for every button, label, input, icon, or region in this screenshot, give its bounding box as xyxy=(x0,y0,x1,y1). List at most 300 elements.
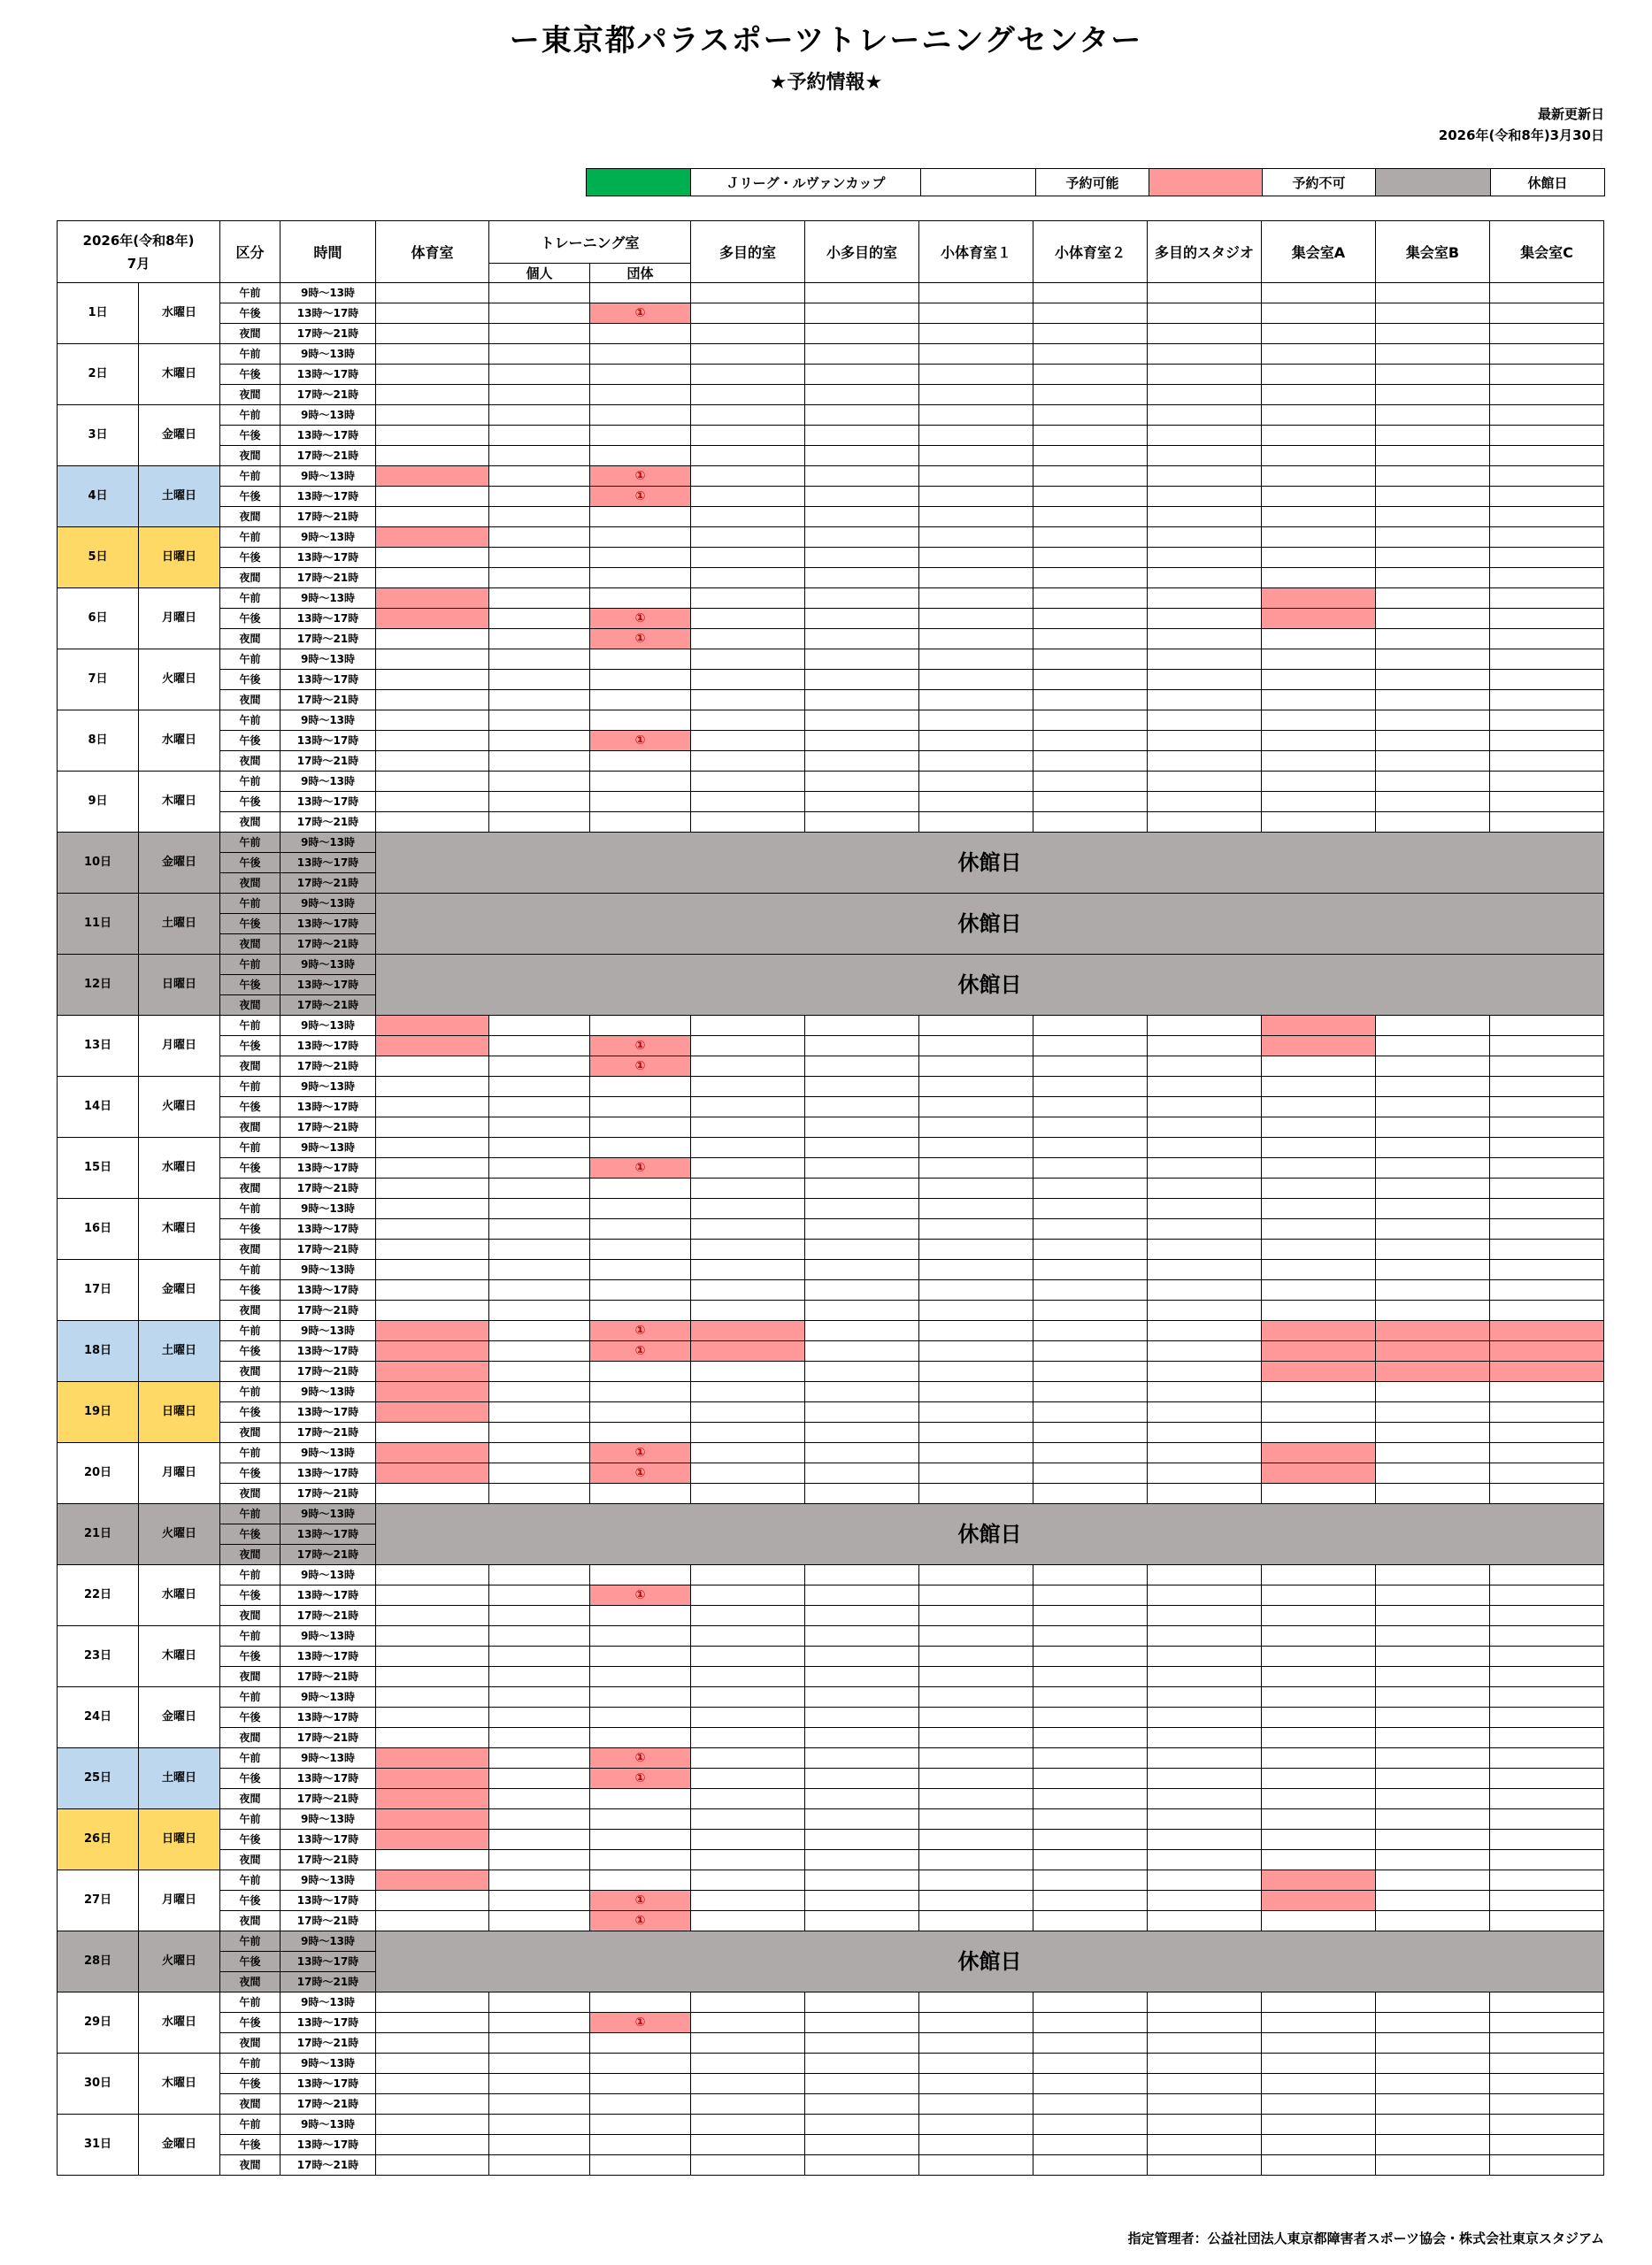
slot-cell-sgym2 xyxy=(1033,1484,1148,1504)
slot-cell-mtgC xyxy=(1490,1728,1604,1748)
slot-cell-smulti xyxy=(805,1260,919,1280)
slot-cell-sgym2 xyxy=(1033,1362,1148,1382)
slot-cell-tr_grp xyxy=(590,588,691,609)
slot-cell-mtgC xyxy=(1490,670,1604,690)
slot-cell-multi xyxy=(691,365,805,385)
slot-cell-tr_grp xyxy=(590,527,691,548)
time-cell: 17時～21時 xyxy=(280,995,376,1016)
slot-cell-studio xyxy=(1148,1423,1262,1443)
slot-cell-mtgA xyxy=(1262,1341,1376,1362)
time-cell: 9時～13時 xyxy=(280,772,376,792)
table-row xyxy=(58,1850,1604,1870)
period-cell: 午後 xyxy=(220,792,280,812)
slot-cell-sgym1 xyxy=(919,1240,1033,1260)
slot-cell-smulti xyxy=(805,1036,919,1056)
slot-cell-mtgB xyxy=(1376,751,1490,772)
slot-cell-mtgC xyxy=(1490,1382,1604,1402)
slot-cell-mtgB xyxy=(1376,1280,1490,1301)
slot-cell-gym xyxy=(376,1179,489,1199)
slot-cell-mtgA xyxy=(1262,1179,1376,1199)
slot-cell-mtgA xyxy=(1262,568,1376,588)
slot-cell-sgym2 xyxy=(1033,1117,1148,1138)
slot-cell-tr_grp xyxy=(590,2135,691,2155)
slot-cell-mtgB xyxy=(1376,1016,1490,1036)
time-cell: 17時～21時 xyxy=(280,751,376,772)
slot-cell-sgym1 xyxy=(919,1036,1033,1056)
table-row xyxy=(58,649,1604,670)
slot-cell-sgym1 xyxy=(919,1179,1033,1199)
table-row xyxy=(58,385,1604,405)
slot-cell-smulti xyxy=(805,1850,919,1870)
day-cell: 17日 xyxy=(58,1260,139,1321)
slot-cell-smulti xyxy=(805,1138,919,1158)
time-cell: 17時～21時 xyxy=(280,1606,376,1626)
slot-cell-mtgC xyxy=(1490,1463,1604,1484)
slot-cell-multi xyxy=(691,1708,805,1728)
slot-cell-mtgA xyxy=(1262,1138,1376,1158)
slot-cell-tr_ind xyxy=(489,1056,590,1077)
slot-cell-mtgB xyxy=(1376,405,1490,426)
slot-cell-tr_ind xyxy=(489,1179,590,1199)
slot-cell-smulti xyxy=(805,1606,919,1626)
slot-cell-mtgC xyxy=(1490,385,1604,405)
table-row xyxy=(58,1260,1604,1280)
time-cell: 9時～13時 xyxy=(280,344,376,365)
last-updated-date: 2026年(令和8年)3月30日 xyxy=(1438,127,1604,143)
period-cell: 午後 xyxy=(220,426,280,446)
table-row xyxy=(58,1992,1604,2013)
slot-cell-mtgB xyxy=(1376,1463,1490,1484)
weekday-cell: 日曜日 xyxy=(139,527,220,588)
period-cell: 夜間 xyxy=(220,1606,280,1626)
table-row xyxy=(58,1443,1604,1463)
slot-cell-multi xyxy=(691,1423,805,1443)
slot-cell-mtgA xyxy=(1262,1117,1376,1138)
period-cell: 午前 xyxy=(220,649,280,670)
weekday-cell: 木曜日 xyxy=(139,344,220,405)
slot-cell-multi xyxy=(691,2013,805,2033)
slot-cell-sgym2 xyxy=(1033,2155,1148,2176)
slot-cell-mtgC xyxy=(1490,426,1604,446)
slot-cell-mtgB xyxy=(1376,670,1490,690)
slot-cell-multi xyxy=(691,2135,805,2155)
slot-cell-mtgB xyxy=(1376,1626,1490,1647)
table-row xyxy=(58,1891,1604,1911)
slot-cell-tr_grp xyxy=(590,772,691,792)
slot-cell-tr_grp xyxy=(590,1260,691,1280)
slot-cell-sgym2 xyxy=(1033,812,1148,833)
period-cell: 夜間 xyxy=(220,1911,280,1931)
period-cell: 午後 xyxy=(220,1036,280,1056)
room-header-meeting-a: 集会室A xyxy=(1262,221,1376,283)
slot-cell-tr_grp xyxy=(590,1280,691,1301)
period-cell: 午前 xyxy=(220,527,280,548)
weekday-cell: 金曜日 xyxy=(139,2115,220,2176)
slot-cell-tr_grp xyxy=(590,365,691,385)
slot-cell-smulti xyxy=(805,588,919,609)
period-cell: 夜間 xyxy=(220,324,280,344)
time-cell: 13時～17時 xyxy=(280,487,376,507)
slot-cell-gym xyxy=(376,1341,489,1362)
slot-cell-mtgB xyxy=(1376,1260,1490,1280)
slot-cell-tr_ind xyxy=(489,1097,590,1117)
slot-cell-smulti xyxy=(805,303,919,324)
slot-cell-smulti xyxy=(805,1056,919,1077)
period-cell: 午後 xyxy=(220,670,280,690)
slot-cell-tr_ind xyxy=(489,670,590,690)
slot-cell-tr_grp xyxy=(590,812,691,833)
slot-cell-mtgB xyxy=(1376,324,1490,344)
slot-cell-sgym2 xyxy=(1033,1301,1148,1321)
slot-cell-mtgB xyxy=(1376,1769,1490,1789)
slot-cell-tr_ind xyxy=(489,1870,590,1891)
slot-cell-gym xyxy=(376,1586,489,1606)
time-cell: 13時～17時 xyxy=(280,1280,376,1301)
weekday-cell: 土曜日 xyxy=(139,1321,220,1382)
slot-cell-gym xyxy=(376,2115,489,2135)
slot-cell-tr_grp xyxy=(590,1728,691,1748)
table-row xyxy=(58,2013,1604,2033)
slot-cell-gym xyxy=(376,324,489,344)
slot-cell-smulti xyxy=(805,649,919,670)
slot-cell-tr_ind xyxy=(489,1199,590,1219)
time-cell: 13時～17時 xyxy=(280,1830,376,1850)
slot-cell-studio xyxy=(1148,1708,1262,1728)
slot-cell-smulti xyxy=(805,812,919,833)
slot-cell-studio xyxy=(1148,2135,1262,2155)
slot-cell-sgym2 xyxy=(1033,2135,1148,2155)
slot-cell-smulti xyxy=(805,1565,919,1586)
day-cell: 25日 xyxy=(58,1748,139,1809)
slot-cell-mtgA xyxy=(1262,1402,1376,1423)
slot-cell-studio xyxy=(1148,1809,1262,1830)
room-header-training: トレーニング室 xyxy=(489,221,691,264)
slot-cell-mtgC xyxy=(1490,629,1604,649)
slot-cell-tr_ind xyxy=(489,1769,590,1789)
slot-cell-gym xyxy=(376,1484,489,1504)
time-cell: 17時～21時 xyxy=(280,1179,376,1199)
slot-cell-gym xyxy=(376,1606,489,1626)
time-cell: 13時～17時 xyxy=(280,1219,376,1240)
slot-cell-sgym1 xyxy=(919,1321,1033,1341)
slot-cell-mtgB xyxy=(1376,2033,1490,2054)
slot-cell-smulti xyxy=(805,2135,919,2155)
slot-cell-tr_grp: ① xyxy=(590,731,691,751)
slot-cell-tr_ind xyxy=(489,527,590,548)
slot-cell-studio xyxy=(1148,629,1262,649)
time-cell: 17時～21時 xyxy=(280,1545,376,1565)
time-cell: 13時～17時 xyxy=(280,1647,376,1667)
slot-cell-sgym2 xyxy=(1033,1097,1148,1117)
table-row xyxy=(58,894,1604,914)
slot-cell-gym xyxy=(376,1301,489,1321)
slot-cell-sgym1 xyxy=(919,812,1033,833)
slot-cell-mtgA xyxy=(1262,1382,1376,1402)
slot-cell-studio xyxy=(1148,1056,1262,1077)
time-cell: 9時～13時 xyxy=(280,833,376,853)
slot-cell-multi xyxy=(691,588,805,609)
slot-cell-smulti xyxy=(805,324,919,344)
slot-cell-gym xyxy=(376,1667,489,1687)
slot-cell-tr_grp xyxy=(590,2155,691,2176)
slot-cell-gym xyxy=(376,2054,489,2074)
slot-cell-sgym1 xyxy=(919,1362,1033,1382)
slot-cell-smulti xyxy=(805,2094,919,2115)
slot-cell-gym xyxy=(376,507,489,527)
slot-cell-multi xyxy=(691,1809,805,1830)
slot-cell-tr_ind xyxy=(489,1748,590,1769)
period-cell: 午前 xyxy=(220,1138,280,1158)
slot-cell-gym xyxy=(376,1097,489,1117)
slot-cell-tr_ind xyxy=(489,1809,590,1830)
slot-cell-mtgC xyxy=(1490,1056,1604,1077)
slot-cell-tr_grp xyxy=(590,1850,691,1870)
table-row xyxy=(58,1586,1604,1606)
period-cell: 夜間 xyxy=(220,629,280,649)
slot-cell-multi xyxy=(691,629,805,649)
time-cell: 13時～17時 xyxy=(280,853,376,873)
slot-cell-mtgC xyxy=(1490,649,1604,670)
slot-cell-sgym1 xyxy=(919,1911,1033,1931)
slot-cell-mtgC xyxy=(1490,527,1604,548)
slot-cell-smulti xyxy=(805,466,919,487)
table-row xyxy=(58,1463,1604,1484)
slot-cell-mtgA xyxy=(1262,1626,1376,1647)
slot-cell-tr_grp xyxy=(590,1097,691,1117)
slot-cell-sgym1 xyxy=(919,772,1033,792)
slot-cell-tr_grp xyxy=(590,751,691,772)
period-cell: 午後 xyxy=(220,1524,280,1545)
slot-cell-studio xyxy=(1148,710,1262,731)
slot-cell-tr_grp xyxy=(590,405,691,426)
slot-cell-sgym1 xyxy=(919,751,1033,772)
slot-cell-sgym1 xyxy=(919,405,1033,426)
slot-cell-tr_ind xyxy=(489,690,590,710)
legend xyxy=(586,168,1605,196)
slot-cell-gym xyxy=(376,446,489,466)
time-cell: 17時～21時 xyxy=(280,1728,376,1748)
day-cell: 2日 xyxy=(58,344,139,405)
slot-cell-sgym1 xyxy=(919,365,1033,385)
slot-cell-tr_ind xyxy=(489,548,590,568)
slot-cell-sgym1 xyxy=(919,649,1033,670)
period-cell: 午後 xyxy=(220,487,280,507)
slot-cell-mtgC xyxy=(1490,344,1604,365)
slot-cell-mtgA xyxy=(1262,1301,1376,1321)
slot-cell-studio xyxy=(1148,466,1262,487)
slot-cell-sgym1 xyxy=(919,1138,1033,1158)
time-cell: 9時～13時 xyxy=(280,2054,376,2074)
slot-cell-tr_grp xyxy=(590,1565,691,1586)
slot-cell-tr_grp xyxy=(590,568,691,588)
slot-cell-multi xyxy=(691,466,805,487)
time-cell: 13時～17時 xyxy=(280,1402,376,1423)
slot-cell-gym xyxy=(376,690,489,710)
slot-cell-tr_grp xyxy=(590,1117,691,1138)
slot-cell-mtgB xyxy=(1376,588,1490,609)
slot-cell-mtgC xyxy=(1490,2033,1604,2054)
slot-cell-mtgA xyxy=(1262,1647,1376,1667)
slot-cell-mtgB xyxy=(1376,487,1490,507)
time-cell: 17時～21時 xyxy=(280,1240,376,1260)
slot-cell-multi xyxy=(691,1687,805,1708)
slot-cell-smulti xyxy=(805,426,919,446)
slot-cell-sgym2 xyxy=(1033,2074,1148,2094)
slot-cell-sgym1 xyxy=(919,1748,1033,1769)
slot-cell-studio xyxy=(1148,1992,1262,2013)
slot-cell-mtgA xyxy=(1262,466,1376,487)
slot-cell-mtgA xyxy=(1262,1565,1376,1586)
period-cell: 夜間 xyxy=(220,2094,280,2115)
slot-cell-sgym2 xyxy=(1033,1728,1148,1748)
slot-cell-tr_ind xyxy=(489,1728,590,1748)
period-cell: 午後 xyxy=(220,1341,280,1362)
period-cell: 午前 xyxy=(220,344,280,365)
table-row xyxy=(58,1565,1604,1586)
table-row xyxy=(58,324,1604,344)
slot-cell-sgym1 xyxy=(919,1667,1033,1687)
period-cell: 午後 xyxy=(220,2013,280,2033)
slot-cell-mtgB xyxy=(1376,1056,1490,1077)
slot-cell-smulti xyxy=(805,283,919,303)
slot-cell-sgym1 xyxy=(919,1077,1033,1097)
slot-cell-sgym1 xyxy=(919,1850,1033,1870)
period-cell: 午前 xyxy=(220,1870,280,1891)
slot-cell-gym xyxy=(376,1870,489,1891)
slot-cell-multi xyxy=(691,1891,805,1911)
period-cell: 夜間 xyxy=(220,934,280,955)
slot-cell-multi xyxy=(691,344,805,365)
slot-cell-multi xyxy=(691,1240,805,1260)
time-cell: 17時～21時 xyxy=(280,1056,376,1077)
closed-day-cell: 休館日 xyxy=(376,833,1604,894)
slot-cell-gym xyxy=(376,1280,489,1301)
period-cell: 夜間 xyxy=(220,1117,280,1138)
slot-cell-studio xyxy=(1148,772,1262,792)
slot-cell-tr_ind xyxy=(489,466,590,487)
slot-cell-mtgA xyxy=(1262,2135,1376,2155)
slot-cell-tr_ind xyxy=(489,812,590,833)
slot-cell-smulti xyxy=(805,1321,919,1341)
slot-cell-multi xyxy=(691,1138,805,1158)
slot-cell-studio xyxy=(1148,1606,1262,1626)
slot-cell-tr_grp xyxy=(590,1138,691,1158)
slot-cell-multi xyxy=(691,2033,805,2054)
closed-day-cell: 休館日 xyxy=(376,1504,1604,1565)
period-cell: 午後 xyxy=(220,2074,280,2094)
time-cell: 9時～13時 xyxy=(280,1504,376,1524)
slot-cell-mtgC xyxy=(1490,548,1604,568)
slot-cell-mtgB xyxy=(1376,1606,1490,1626)
slot-cell-sgym2 xyxy=(1033,426,1148,446)
slot-cell-studio xyxy=(1148,1117,1262,1138)
slot-cell-sgym1 xyxy=(919,609,1033,629)
slot-cell-multi xyxy=(691,1586,805,1606)
slot-cell-mtgB xyxy=(1376,731,1490,751)
period-cell: 夜間 xyxy=(220,2033,280,2054)
slot-cell-mtgA xyxy=(1262,1870,1376,1891)
slot-cell-mtgB xyxy=(1376,1911,1490,1931)
slot-cell-studio xyxy=(1148,1667,1262,1687)
slot-cell-sgym1 xyxy=(919,1484,1033,1504)
time-cell: 13時～17時 xyxy=(280,975,376,995)
period-cell: 午前 xyxy=(220,1199,280,1219)
slot-cell-gym xyxy=(376,731,489,751)
period-cell: 午後 xyxy=(220,1463,280,1484)
period-cell: 午前 xyxy=(220,1992,280,2013)
room-header-small-multi: 小多目的室 xyxy=(805,221,919,283)
slot-cell-gym xyxy=(376,548,489,568)
legend-label-available: 予約可能 xyxy=(1036,169,1149,196)
weekday-cell: 火曜日 xyxy=(139,1077,220,1138)
slot-cell-mtgB xyxy=(1376,609,1490,629)
table-row xyxy=(58,2135,1604,2155)
slot-cell-smulti xyxy=(805,1280,919,1301)
slot-cell-sgym1 xyxy=(919,1260,1033,1280)
slot-cell-mtgA xyxy=(1262,344,1376,365)
slot-cell-tr_ind xyxy=(489,751,590,772)
slot-cell-mtgA xyxy=(1262,2074,1376,2094)
slot-cell-smulti xyxy=(805,1687,919,1708)
slot-cell-mtgA xyxy=(1262,2013,1376,2033)
slot-cell-tr_grp xyxy=(590,324,691,344)
slot-cell-mtgA xyxy=(1262,812,1376,833)
slot-cell-mtgA xyxy=(1262,1219,1376,1240)
slot-cell-multi xyxy=(691,731,805,751)
time-cell: 17時～21時 xyxy=(280,1972,376,1992)
slot-cell-mtgB xyxy=(1376,1443,1490,1463)
slot-cell-sgym2 xyxy=(1033,1769,1148,1789)
slot-cell-mtgB xyxy=(1376,2155,1490,2176)
slot-cell-smulti xyxy=(805,1382,919,1402)
slot-cell-mtgA xyxy=(1262,1443,1376,1463)
time-cell: 9時～13時 xyxy=(280,1443,376,1463)
weekday-cell: 土曜日 xyxy=(139,894,220,955)
slot-cell-sgym1 xyxy=(919,1402,1033,1423)
slot-cell-sgym1 xyxy=(919,324,1033,344)
period-cell: 午前 xyxy=(220,588,280,609)
slot-cell-sgym1 xyxy=(919,1158,1033,1179)
slot-cell-mtgA xyxy=(1262,426,1376,446)
room-header-multi: 多目的室 xyxy=(691,221,805,283)
time-header: 時間 xyxy=(280,221,376,283)
time-cell: 17時～21時 xyxy=(280,1667,376,1687)
period-cell: 午後 xyxy=(220,2135,280,2155)
day-cell: 21日 xyxy=(58,1504,139,1565)
table-row xyxy=(58,1240,1604,1260)
time-cell: 17時～21時 xyxy=(280,1301,376,1321)
table-row xyxy=(58,1341,1604,1362)
slot-cell-sgym1 xyxy=(919,1117,1033,1138)
slot-cell-mtgB xyxy=(1376,772,1490,792)
slot-cell-gym xyxy=(376,649,489,670)
time-cell: 9時～13時 xyxy=(280,1809,376,1830)
slot-cell-mtgA xyxy=(1262,2054,1376,2074)
slot-cell-mtgC xyxy=(1490,1789,1604,1809)
slot-cell-smulti xyxy=(805,792,919,812)
day-cell: 7日 xyxy=(58,649,139,710)
slot-cell-multi xyxy=(691,812,805,833)
slot-cell-mtgA xyxy=(1262,1158,1376,1179)
slot-cell-gym xyxy=(376,1708,489,1728)
table-row xyxy=(58,1199,1604,1219)
slot-cell-sgym1 xyxy=(919,588,1033,609)
slot-cell-gym xyxy=(376,487,489,507)
slot-cell-gym xyxy=(376,1036,489,1056)
slot-cell-gym xyxy=(376,588,489,609)
day-cell: 29日 xyxy=(58,1992,139,2054)
slot-cell-mtgB xyxy=(1376,1402,1490,1423)
